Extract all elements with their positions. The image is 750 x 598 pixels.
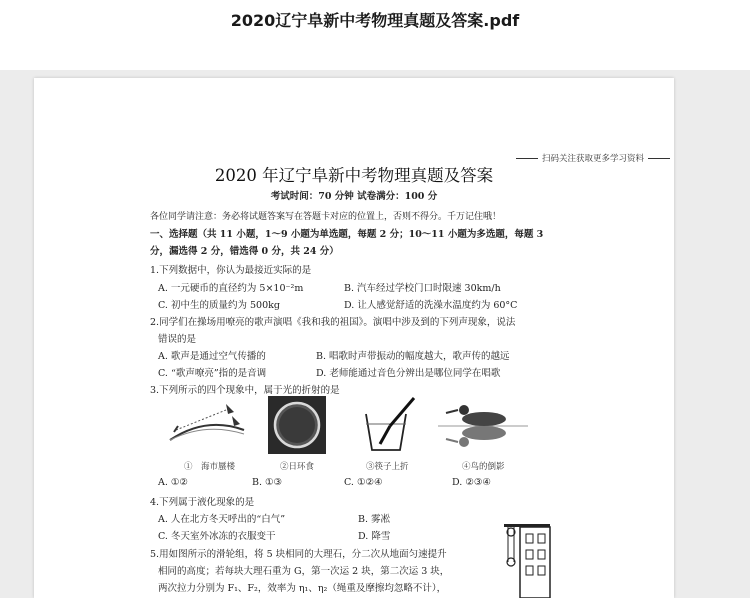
bird-reflection-image <box>438 400 528 452</box>
q5-line2: 相同的高度；若每块大理石重为 G，第一次运 2 块，第二次运 3 块， <box>158 566 450 577</box>
q1-stem: 1.下列数据中，你认为最接近实际的是 <box>150 265 312 276</box>
q3-caption-1: ① 海市蜃楼 <box>184 462 236 472</box>
q2-option-b: B. 唱歌时声带振动的幅度越大，歌声传的越远 <box>316 351 510 362</box>
exam-subtitle: 考试时间：70 分钟 试卷满分：100 分 <box>270 191 438 202</box>
q2-stem-line2: 错误的是 <box>158 334 197 345</box>
q3-caption-4: ④鸟的倒影 <box>462 462 505 472</box>
q4-option-a: A. 人在北方冬天呼出的“白气” <box>158 514 286 525</box>
q4-option-d: D. 降雪 <box>358 531 391 542</box>
section1-line1: 一、选择题（共 11 小题，1～9 小题为单选题，每题 2 分；10～11 小题为多选题，每题 3 <box>150 229 544 240</box>
eclipse-image <box>268 396 326 454</box>
q3-caption-3: ③筷子上折 <box>366 462 409 472</box>
notice: 各位同学请注意：务必将试题答案写在答题卡对应的位置上，否则不得分。千万记住哦！ <box>150 212 502 222</box>
q3-caption-2: ②日环食 <box>280 462 315 472</box>
q5-line3: 两次拉力分别为 F₁、F₂，效率为 η₁、η₂（绳重及摩擦均忽略不计）， <box>158 583 447 594</box>
q3-option-b: B. ①③ <box>252 477 283 488</box>
q3-option-d: D. ②③④ <box>452 477 491 488</box>
header-note: 扫码关注获取更多学习资料 <box>512 152 674 164</box>
q2-stem-line1: 2.同学们在操场用嘹亮的歌声演唱《我和我的祖国》。演唱中涉及到的下列声现象，说法 <box>150 317 516 328</box>
q1-option-a: A. 一元硬币的直径约为 5×10⁻²m <box>158 283 304 294</box>
pdf-page <box>34 78 674 598</box>
exam-title: 2020 年辽宁阜新中考物理真题及答案 <box>214 166 494 185</box>
chopstick-image <box>356 396 420 454</box>
q5-line1: 5.用如图所示的滑轮组，将 5 块相同的大理石，分二次从地面匀速提升 <box>150 549 447 560</box>
viewer-toolbar <box>0 0 750 70</box>
q1-option-c: C. 初中生的质量约为 500kg <box>158 300 280 311</box>
rule-right-icon <box>648 158 670 159</box>
document-title: 2020辽宁阜新中考物理真题及答案.pdf <box>230 11 520 30</box>
q4-option-b: B. 雾凇 <box>358 514 391 525</box>
section1-line2: 分，漏选得 2 分，错选得 0 分，共 24 分） <box>150 246 339 257</box>
q2-option-d: D. 老师能通过音色分辨出是哪位同学在唱歌 <box>316 368 501 379</box>
q3-option-c: C. ①②④ <box>344 477 383 488</box>
q1-option-b: B. 汽车经过学校门口时限速 30km/h <box>344 283 501 294</box>
q1-option-d: D. 让人感觉舒适的洗澡水温度约为 60°C <box>344 300 518 311</box>
q4-option-c: C. 冬天室外冰冻的衣服变干 <box>158 531 276 542</box>
q3-stem: 3.下列所示的四个现象中，属于光的折射的是 <box>150 385 340 396</box>
rule-left-icon <box>516 158 538 159</box>
q2-option-c: C. “歌声嘹亮”指的是音调 <box>158 368 267 379</box>
mirage-image <box>166 400 248 448</box>
q3-option-a: A. ①② <box>158 477 188 488</box>
q4-stem: 4.下列属于液化现象的是 <box>150 497 255 508</box>
pulley-building-image <box>500 522 556 598</box>
q2-option-a: A. 歌声是通过空气传播的 <box>158 351 266 362</box>
